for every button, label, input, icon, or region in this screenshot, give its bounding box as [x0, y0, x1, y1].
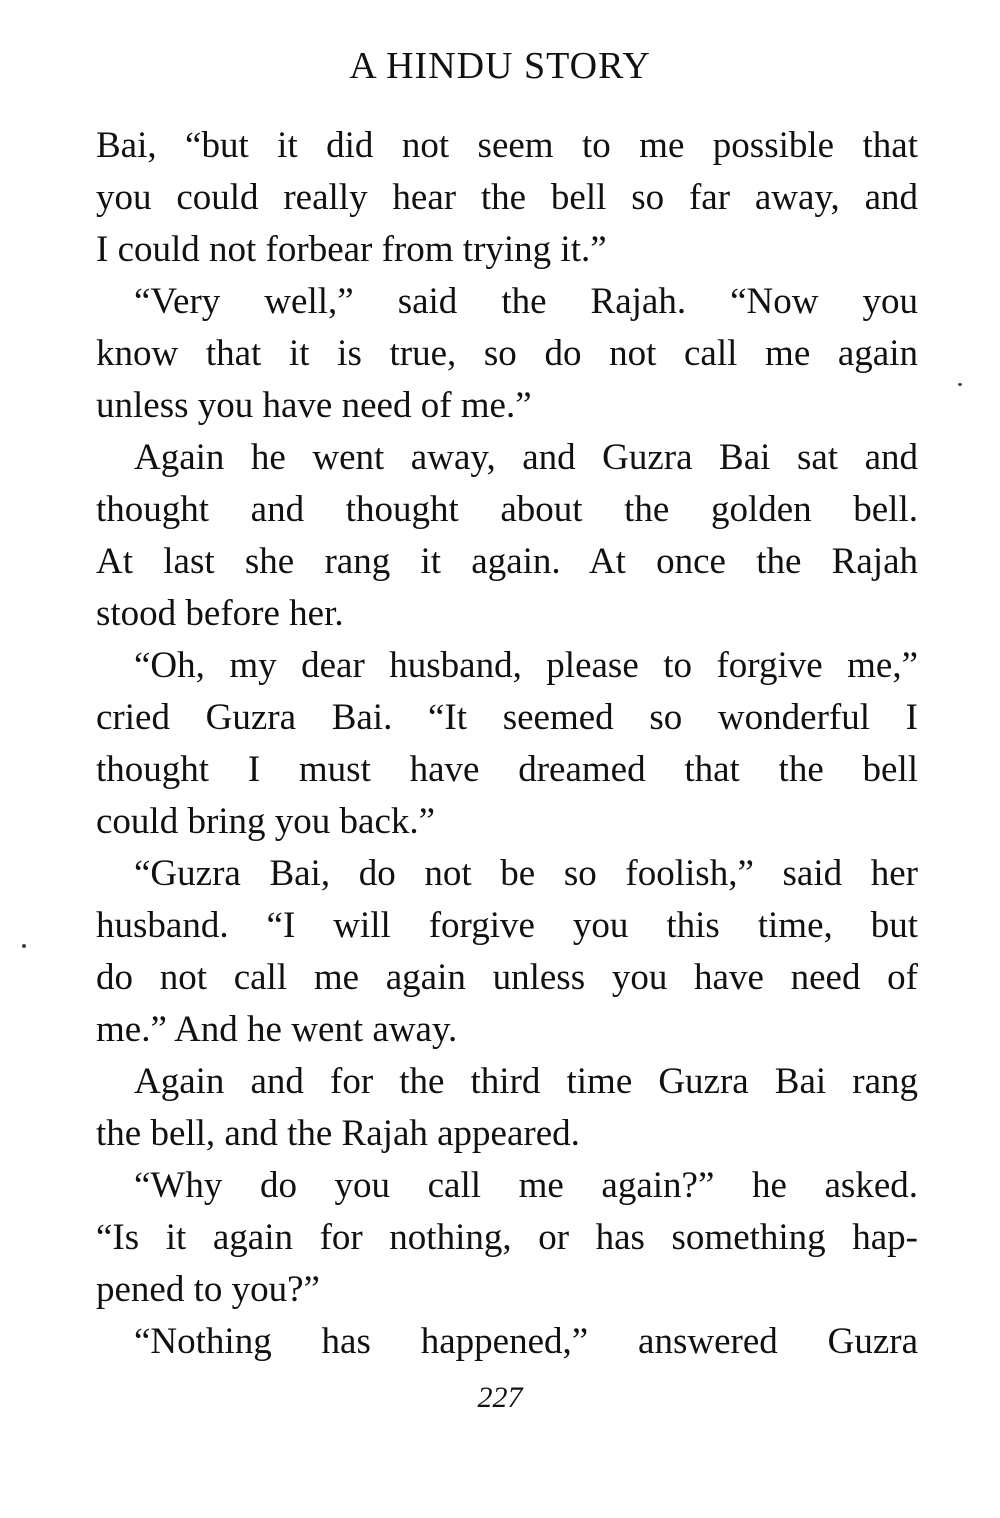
- text-line: unless you have need of me.”: [96, 385, 532, 426]
- text-line: “Guzra Bai, do not be so foolish,” said her: [134, 853, 918, 894]
- scan-speck: [22, 944, 26, 948]
- paragraph-3: [96, 432, 918, 640]
- text-line: husband. “I will forgive you this time, but: [96, 905, 918, 946]
- text-line: I could not forbear from trying it.”: [96, 229, 607, 270]
- text-line: At last she rang it again. At once the Rajah: [96, 541, 918, 582]
- paragraph-5: [96, 848, 918, 1056]
- text-line: “Why do you call me again?” he asked.: [134, 1165, 918, 1206]
- paragraph-7: [96, 1160, 918, 1316]
- text-line: “Oh, my dear husband, please to forgive me,”: [134, 645, 918, 686]
- text-line: Bai, “but it did not seem to me possible that: [96, 125, 918, 166]
- paragraph-1: [96, 120, 918, 276]
- text-line: “Nothing has happened,” answered Guzra: [134, 1321, 918, 1362]
- paragraph-4: [96, 640, 918, 848]
- text-line: Again and for the third time Guzra Bai rang: [134, 1061, 918, 1102]
- text-line: me.” And he went away.: [96, 1009, 458, 1050]
- text-line: thought and thought about the golden bell.: [96, 489, 918, 530]
- paragraph-6: [96, 1056, 918, 1160]
- text-line: “Is it again for nothing, or has something hap-: [96, 1217, 918, 1258]
- text-line: know that it is true, so do not call me again: [96, 333, 918, 374]
- text-line: you could really hear the bell so far away, and: [96, 177, 918, 218]
- body-text: [96, 120, 918, 1368]
- text-line: stood before her.: [96, 593, 344, 634]
- text-line: cried Guzra Bai. “It seemed so wonderful I: [96, 697, 918, 738]
- text-line: “Very well,” said the Rajah. “Now you: [134, 281, 918, 322]
- paragraph-8: [96, 1316, 918, 1368]
- text-line: pened to you?”: [96, 1269, 320, 1310]
- page-number: 227: [477, 1381, 523, 1414]
- running-title: A HINDU STORY: [349, 45, 651, 87]
- text-line: Again he went away, and Guzra Bai sat and: [134, 437, 918, 478]
- paragraph-2: [96, 276, 918, 432]
- text-line: thought I must have dreamed that the bell: [96, 749, 918, 790]
- text-line: do not call me again unless you have need of: [96, 957, 918, 998]
- text-line: the bell, and the Rajah appeared.: [96, 1113, 580, 1154]
- scan-speck: [958, 383, 962, 386]
- text-line: could bring you back.”: [96, 801, 436, 842]
